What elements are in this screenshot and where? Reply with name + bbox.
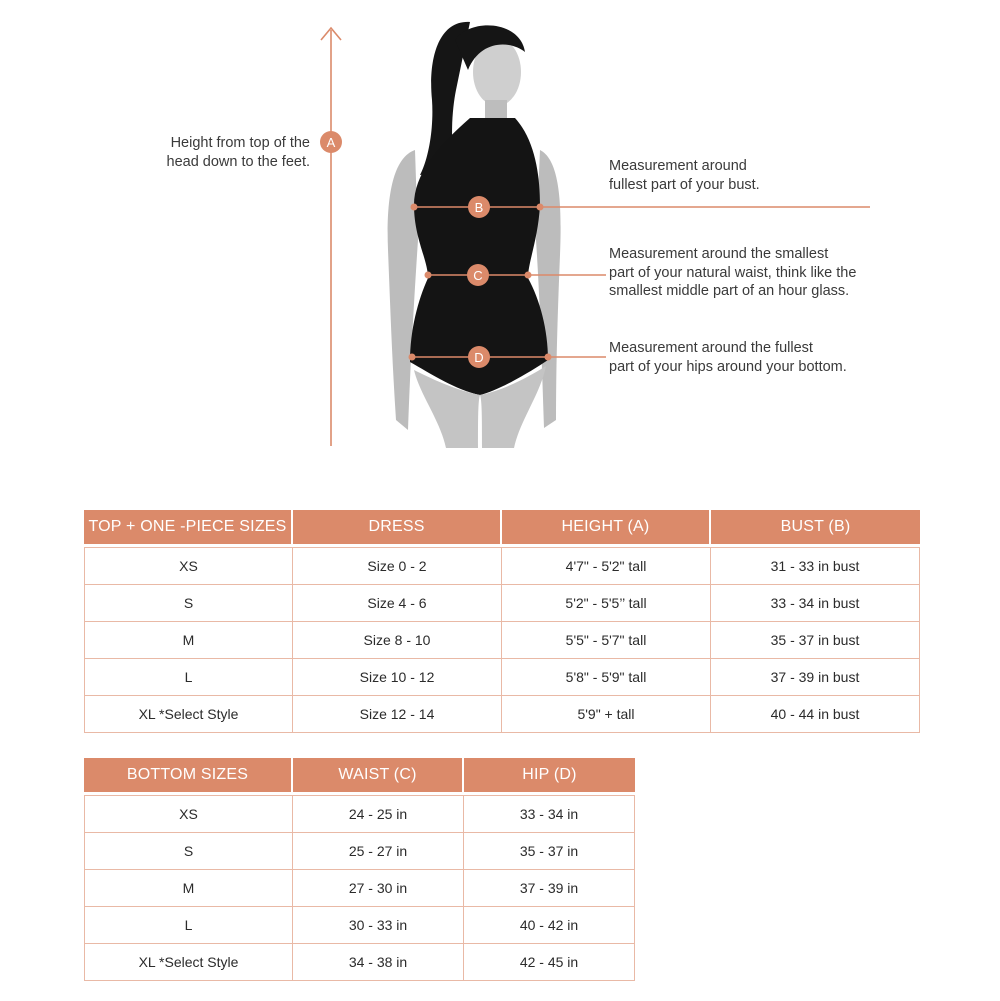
table-row <box>84 547 920 585</box>
height-cell: 5'9" + tall <box>502 696 711 733</box>
size-cell: L <box>84 907 293 944</box>
size-cell: M <box>84 870 293 907</box>
table-row <box>84 907 635 944</box>
height-label: Height from top of the head down to the feet. <box>166 135 310 170</box>
size-cell: XL *Select Style <box>84 944 293 981</box>
size-cell: S <box>84 833 293 870</box>
size-cell: M <box>84 622 293 659</box>
size-cell: S <box>84 585 293 622</box>
table-row <box>84 870 635 907</box>
dress-cell: Size 10 - 12 <box>293 659 502 696</box>
size-cell: XL *Select Style <box>84 696 293 733</box>
table-row <box>84 622 920 659</box>
bust-dot-left <box>411 204 418 211</box>
waist-dot-right <box>525 272 532 279</box>
waist-label: Measurement around the smallest part of your natural waist, think like the smallest middle part of an hour glass. <box>609 246 857 299</box>
bust-cell: 37 - 39 in bust <box>711 659 920 696</box>
bust-label: Measurement around fullest part of your bust. <box>609 158 760 193</box>
badge-c <box>467 264 489 286</box>
dress-cell: Size 4 - 6 <box>293 585 502 622</box>
size-cell: XS <box>84 795 293 833</box>
header-bottom-sizes: BOTTOM SIZES <box>84 758 293 792</box>
svg-text:C: C <box>473 268 483 283</box>
hip-cell: 33 - 34 in <box>464 795 635 833</box>
badge-d <box>468 346 490 368</box>
height-cell: 4'7" - 5'2" tall <box>502 547 711 585</box>
svg-text:B: B <box>474 200 484 215</box>
waist-cell: 24 - 25 in <box>293 795 464 833</box>
dress-cell: Size 8 - 10 <box>293 622 502 659</box>
table-row <box>84 659 920 696</box>
height-cell: 5'8" - 5'9" tall <box>502 659 711 696</box>
waist-cell: 30 - 33 in <box>293 907 464 944</box>
hip-cell: 35 - 37 in <box>464 833 635 870</box>
header-hip: HIP (D) <box>464 758 635 792</box>
hip-dot-left <box>409 354 416 361</box>
svg-text:A: A <box>326 135 336 150</box>
badge-b <box>468 196 490 218</box>
header-dress: DRESS <box>293 510 502 544</box>
diagram-graphics <box>0 0 1000 470</box>
header-bust: BUST (B) <box>711 510 920 544</box>
waist-cell: 27 - 30 in <box>293 870 464 907</box>
header-top-sizes: TOP + ONE -PIECE SIZES <box>84 510 293 544</box>
table-row <box>84 795 635 833</box>
bust-cell: 33 - 34 in bust <box>711 585 920 622</box>
height-cell: 5'2" - 5'5’’ tall <box>502 585 711 622</box>
header-height: HEIGHT (A) <box>502 510 711 544</box>
hip-cell: 42 - 45 in <box>464 944 635 981</box>
waist-dot-left <box>425 272 432 279</box>
table-row <box>84 696 920 733</box>
size-cell: XS <box>84 547 293 585</box>
hip-dot-right <box>545 354 552 361</box>
waist-cell: 25 - 27 in <box>293 833 464 870</box>
table-row <box>84 833 635 870</box>
measurement-diagram <box>0 0 1000 470</box>
svg-text:D: D <box>474 350 484 365</box>
hip-cell: 40 - 42 in <box>464 907 635 944</box>
header-waist: WAIST (C) <box>293 758 464 792</box>
waist-cell: 34 - 38 in <box>293 944 464 981</box>
bust-cell: 31 - 33 in bust <box>711 547 920 585</box>
table-row <box>84 585 920 622</box>
dress-cell: Size 0 - 2 <box>293 547 502 585</box>
table-row <box>84 944 635 981</box>
model-figure <box>388 22 561 448</box>
bottom-size-table <box>84 758 635 981</box>
bust-cell: 35 - 37 in bust <box>711 622 920 659</box>
top-one-piece-size-table <box>84 510 920 733</box>
bust-cell: 40 - 44 in bust <box>711 696 920 733</box>
size-cell: L <box>84 659 293 696</box>
badge-a <box>320 131 342 153</box>
hip-label: Measurement around the fullest part of your hips around your bottom. <box>609 340 847 375</box>
dress-cell: Size 12 - 14 <box>293 696 502 733</box>
height-cell: 5'5" - 5'7" tall <box>502 622 711 659</box>
hip-cell: 37 - 39 in <box>464 870 635 907</box>
bust-dot-right <box>537 204 544 211</box>
